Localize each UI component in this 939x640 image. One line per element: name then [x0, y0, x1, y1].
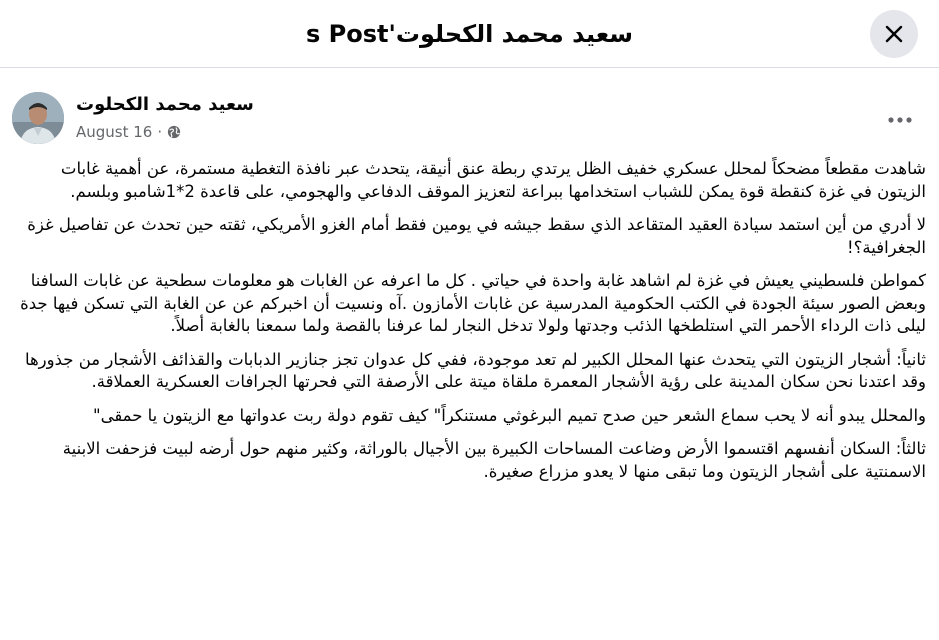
- meta-separator: ·: [157, 123, 163, 141]
- post-paragraph: ثالثاً: السكان أنفسهم اقتسموا الأرض وضاعت المساحات الكبيرة بين الأجيال بالوراثة، وكثير منهم حول أرضه لبيت فزحفت الابنية الاسمنتية على أشجار الزيتون وما تبقى منها لا يعدو مزراع صغيرة.: [62, 439, 926, 481]
- globe-icon: [167, 125, 181, 139]
- post-header: [0, 82, 939, 152]
- more-options-button[interactable]: [878, 102, 922, 138]
- post-paragraph: شاهدت مقطعاً مضحكاً لمحلل عسكري خفيف الظل يرتدي ربطة عنق أنيقة، يتحدث عبر نافذة التغطية مستمرة، عن أهمية غابات الزيتون في غزة كنقطة قوة يمكن للشباب استخدامها ببراعة لتعزيز الموقف الدفاعي والهجومي، على قاعدة 2*1شامبو وبلسم.: [60, 159, 926, 201]
- post-dialog-header: [0, 0, 939, 68]
- avatar-image: [12, 92, 64, 144]
- post-body: [14, 158, 926, 494]
- close-button[interactable]: [870, 10, 918, 58]
- post-paragraph: كمواطن فلسطيني يعيش في غزة لم اشاهد غابة واحدة في حياتي . كل ما اعرفه عن الغابات هو معلومات سطحية عن غابات السافنا وبعض الصور سيئة الجودة في الكتب الحكومية المدرسية عن غابات الأمازون .آه ونسيت أن اخبركم عن عن الغابة التي تسكن فيها جدة ليلى ذات الرداء الأحمر التي استلطخها الذئب وجدتها ولولا تدخل النجار لما عرفنا بالقصة ولما سمعنا بالغابة أصلاً.: [20, 271, 926, 335]
- post-paragraph: والمحلل يبدو أنه لا يحب سماع الشعر حين صدح تميم البرغوثي مستنكراً" كيف تقوم دولة ربت عدواتها مع الزيتون يا حمقى": [92, 405, 926, 425]
- avatar[interactable]: [12, 92, 64, 144]
- more-options-icon: [888, 117, 912, 123]
- post-paragraph: لا أدري من أين استمد سيادة العقيد المتقاعد الذي سقط جيشه في يومين فقط أمام الغزو الأمريكي، ثقته حين تحدث عن تفاصيل غزة الجغرافية؟!: [27, 215, 926, 257]
- post-meta: [76, 123, 181, 141]
- dialog-title: سعيد محمد الكحلوت's Post: [306, 19, 633, 48]
- post-date[interactable]: August 16: [76, 123, 153, 141]
- author-name[interactable]: سعيد محمد الكحلوت: [76, 94, 254, 115]
- close-icon: [884, 24, 904, 44]
- post-paragraph: ثانياً: أشجار الزيتون التي يتحدث عنها المحلل الكبير لم تعد موجودة، ففي كل عدوان تجز جنازير الدبابات والقذائف الأشجار من جذورها وقد اعتدنا نحن سكان المدينة على رؤية الأشجار المعمرة ملقاة ميتة على الأرصفة التي فحرتها الجرافات العسكرية العملاقة.: [24, 349, 926, 391]
